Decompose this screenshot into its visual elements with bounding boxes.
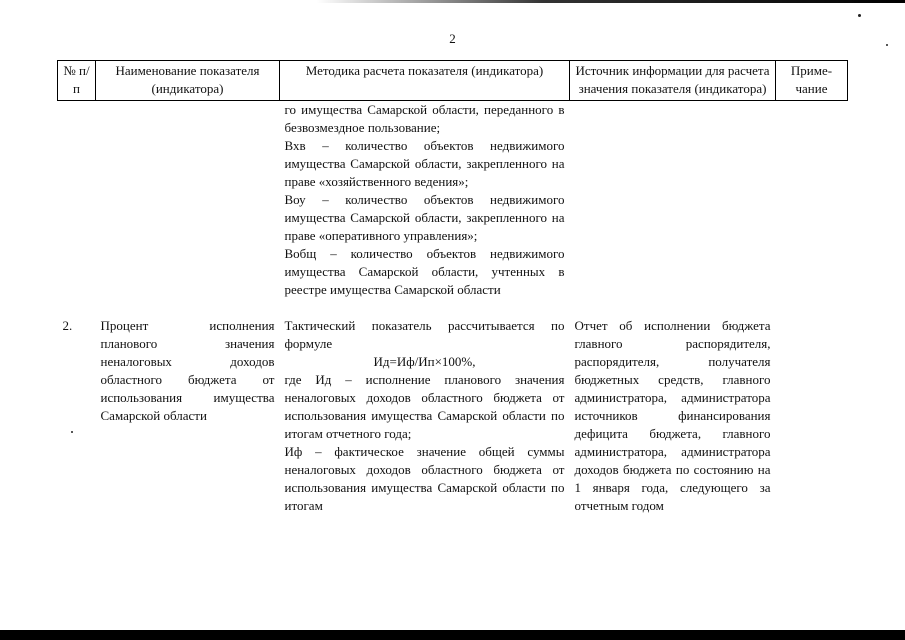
cell-method [280, 317, 570, 515]
scan-edge-top [0, 0, 905, 3]
cell-method-continuation [280, 101, 570, 318]
method-text: Иф – фактическое значение общей суммы неналоговых доходов областного бюджета от использования имущества Самарской области по итогам [284, 444, 565, 513]
method-text: где Ид – исполнение планового значения неналоговых доходов областного бюджета от использования имущества Самарской области по итогам отчетного года; [284, 372, 565, 441]
page-number: 2 [449, 31, 456, 46]
method-text: Вхв – количество объектов недвижимого имущества Самарской области, закрепленного на праве «хозяйственного ведения»; [284, 138, 565, 189]
table-header-row [58, 61, 848, 101]
method-text: Вобщ – количество объектов недвижимого имущества Самарской области, учтенных в реестре имущества Самарской области [284, 246, 565, 297]
header-indicator-name: Наименование показателя (индикатора) [96, 61, 280, 101]
scan-edge-bottom [0, 630, 905, 640]
cell-source-empty [570, 101, 776, 318]
table-row-continuation [58, 101, 848, 318]
table-row-2 [58, 317, 848, 515]
header-source: Источник информации для расчета значения показателя (индикатора) [570, 61, 776, 101]
indicator-name: Процент исполнения планового значения неналоговых доходов областного бюджета от использования имущества Самарской области [100, 318, 275, 423]
method-intro: Тактический показатель рассчитывается по формуле [284, 318, 565, 351]
header-number: № п/п [58, 61, 96, 101]
row-number: 2. [62, 318, 73, 333]
cell-name-empty [96, 101, 280, 318]
cell-note-empty [776, 101, 848, 318]
note-text [776, 317, 848, 515]
header-method: Методика расчета показателя (индикатора) [280, 61, 570, 101]
method-text: Воу – количество объектов недвижимого имущества Самарской области, закрепленного на праве «оперативного управления»; [284, 192, 565, 243]
scan-speck [858, 14, 861, 17]
cell-number-empty [58, 101, 96, 318]
indicator-table [57, 60, 848, 515]
formula: Ид=Иф/Ип×100%, [373, 354, 476, 369]
header-note: Приме-чание [776, 61, 848, 101]
method-text: го имущества Самарской области, переданного в безвозмездное пользование; [284, 102, 565, 135]
source-text: Отчет об исполнении бюджета главного распорядителя, распорядителя, получателя бюджетных средств, главного администратора, администратора источников финансирования дефицита бюджета, главного администратора, администратора доходов бюджета по состоянию на 1 января года, следующего за отчетным годом [574, 318, 771, 513]
